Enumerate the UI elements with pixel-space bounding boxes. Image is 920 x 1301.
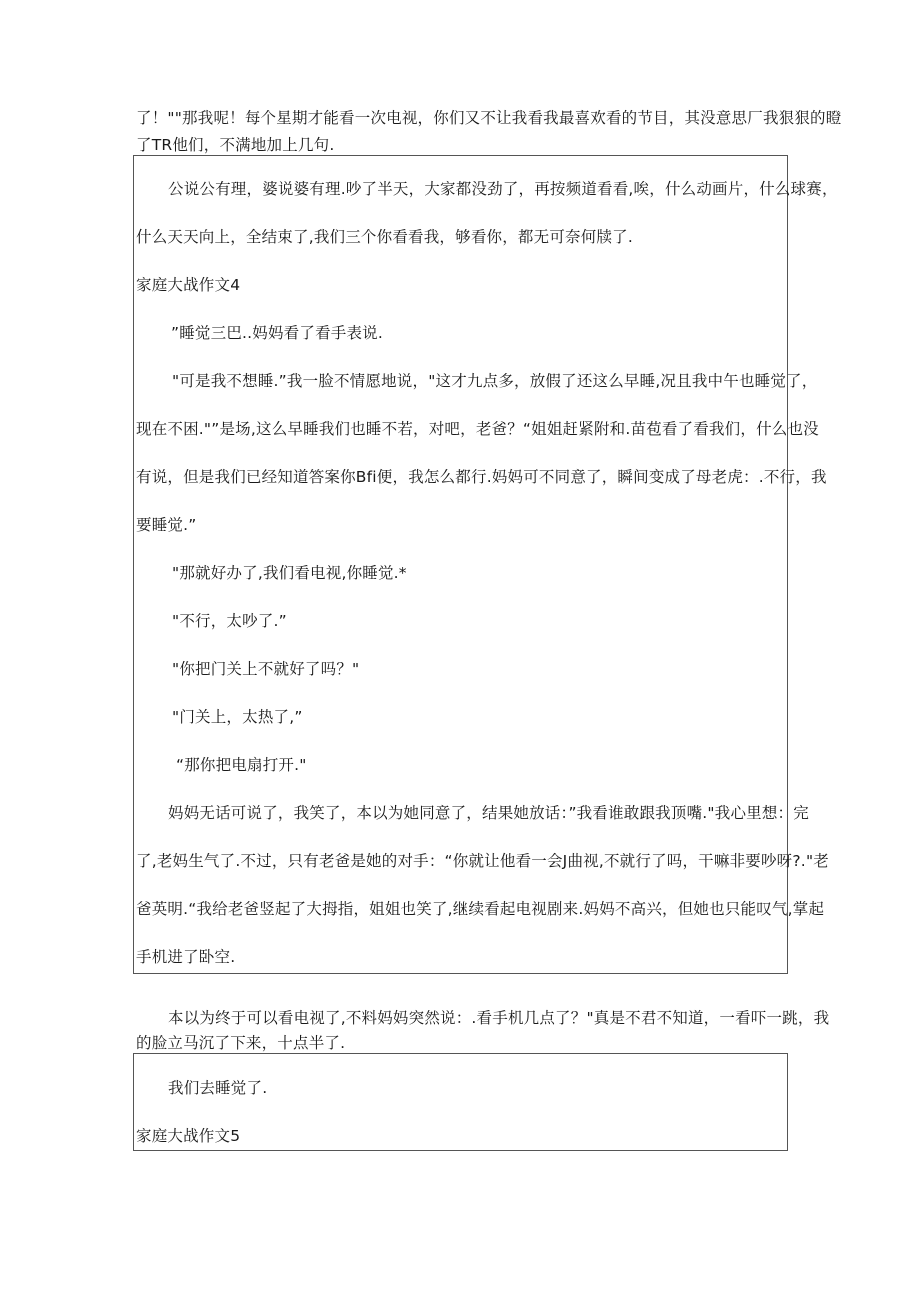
para3-line-2: 现在不困."”是场,这么早睡我们也睡不若，对吧，老爸？“姐姐赶紧附和.苗苞看了看我们，什么也没: [136, 420, 819, 438]
section-heading-4: 家庭大战作文4: [136, 276, 241, 294]
middle-line-2: 的脸立马沉了下来，十点半了.: [136, 1034, 346, 1052]
para4-line-2: 了,老妈生气了.不过，只有老爸是她的对手：“你就让他看一会J曲视,不就行了吗，干嘛非要吵呀?."老: [136, 852, 829, 870]
para4-line-4: 手机进了卧空.: [136, 948, 236, 966]
dialogue-2: "不行，太吵了.”: [172, 612, 287, 630]
section-heading-5: 家庭大战作文5: [136, 1127, 241, 1145]
para4-line-3: 爸英明.“我给老爸竖起了大拇指，姐姐也笑了,继续看起电视剧来.妈妈不高兴，但她也只能叹气,掌起: [136, 900, 825, 918]
dialogue-5: “那你把电扇打开.": [176, 756, 307, 774]
para3-line-3: 有说，但是我们已经知道答案你Bfi便，我怎么都行.妈妈可不同意了，瞬间变成了母老虎：.不行，我: [136, 468, 827, 486]
dialogue-4: "门关上，太热了,”: [172, 708, 303, 726]
dialogue-3: "你把门关上不就好了吗？": [172, 660, 360, 678]
dialogue-1: "那就好办了,我们看电视,你睡觉.*: [172, 564, 407, 582]
box2-para1: 我们去睡觉了.: [168, 1079, 268, 1097]
intro-line-1: 了！""那我呢！每个星期才能看一次电视，你们又不让我看我最喜欢看的节目，其没意思厂我狠狠的瞪: [136, 109, 842, 127]
para2: ”睡觉三巴..妈妈看了看手表说.: [171, 324, 384, 342]
para3-line-1: "可是我不想睡.”我一脸不情愿地说，"这才九点多，放假了还这么早睡,况且我中午也睡觉了，: [172, 372, 818, 390]
para3-line-4: 要睡觉.”: [136, 516, 197, 534]
para4-line-1: 妈妈无话可说了，我笑了，本以为她同意了，结果她放话：”我看谁敢跟我顶嘴."我心里想：完: [168, 804, 809, 822]
para1-line-2: 什么天天向上，全结束了,我们三个你看看我，够看你，都无可奈何牍了.: [136, 228, 633, 246]
para1-line-1: 公说公有理，婆说婆有理.吵了半天，大家都没劲了，再按频道看看,唉，什么动画片，什么球赛，: [168, 180, 838, 198]
intro-line-2: 了TR他们，不满地加上几句.: [136, 136, 335, 154]
middle-line-1: 本以为终于可以看电视了,不料妈妈突然说：.看手机几点了？"真是不君不知道，一看吓一跳，我: [168, 1009, 830, 1027]
